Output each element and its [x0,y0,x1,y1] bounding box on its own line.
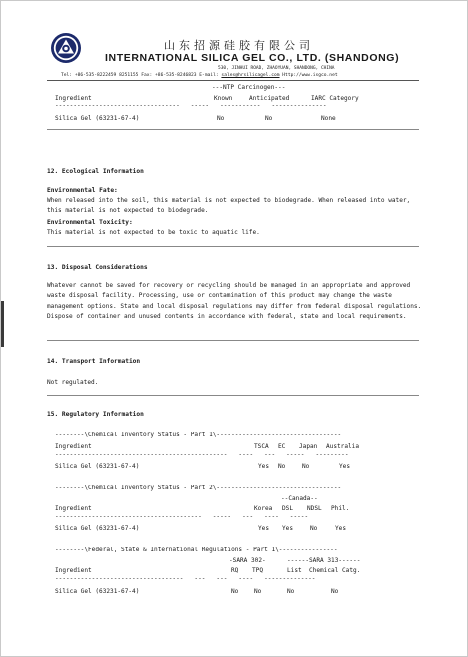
ntp-col-ingredient: Ingredient [55,95,92,102]
part3-sara302-group-header: -SARA 302- [229,557,266,564]
part1-col-australia: Australia [326,443,360,450]
environmental-toxicity-heading: Environmental Toxicity: [47,219,133,226]
ntp-group-header: ---NTP Carcinogen--- [212,84,286,91]
header-divider [47,80,419,81]
section-divider [47,395,419,396]
part2-col-korea: Korea [254,505,273,512]
ntp-row-anticipated: No [265,115,273,122]
part2-col-phil: Phil. [331,505,350,512]
section-divider [47,340,419,341]
part3-row-chemical-catg: No [331,588,339,595]
part1-row-ec: No [278,463,286,470]
part3-row-ingredient: Silica Gel (63231-67-4) [55,588,140,595]
part1-col-ingredient: Ingredient [55,443,92,450]
part2-row-phil: Yes [335,525,347,532]
part2-row-korea: Yes [258,525,270,532]
environmental-fate-heading: Environmental Fate: [47,187,118,194]
part3-header-underline: ----------------------------------- --- --- ---- -------------- [55,576,316,582]
part3-row-list: No [287,588,295,595]
environmental-fate-text: When released into the soil, this material is not expected to biodegrade. When released into water, this material is not expected to biodegrade. [47,197,411,215]
transport-text: Not regulated. [47,379,99,386]
part2-row-ndsl: No [310,525,318,532]
section-divider [47,246,419,247]
inventory-part1-caption: --------\Chemical Inventory Status - Part 1\---------------------------------- [55,432,342,438]
part3-col-chemical-catg: Chemical Catg. [309,567,361,574]
part1-row-australia: Yes [339,463,351,470]
section-divider [47,129,419,130]
part1-col-japan: Japan [299,443,318,450]
part1-row-japan: No [302,463,310,470]
part3-col-rq: RQ [231,567,239,574]
contact-line [61,73,338,78]
ntp-col-anticipated: Anticipated [249,95,290,102]
part2-row-dsl: Yes [282,525,294,532]
regulations-part1-caption: --------\Federal, State & International Regulations - Part 1\---------------- [55,547,338,553]
environmental-toxicity-text: This material is not expected to be toxic to aquatic life. [47,229,260,236]
ntp-row-iarc: None [321,115,336,122]
inventory-part2-caption: --------\Chemical Inventory Status - Part 2\---------------------------------- [55,485,342,491]
contact-website: Http://www.isgco.net [279,73,338,78]
part2-col-ingredient: Ingredient [55,505,92,512]
ntp-col-known: Known [214,95,233,102]
part1-header-underline: ----------------------------------------------- ---- --- ----- --------- [55,452,349,458]
contact-email-link[interactable]: sales@hrsilicagel.com [221,73,280,78]
part3-col-list: List [287,567,302,574]
part1-col-ec: EC [278,443,286,450]
part2-header-underline: ---------------------------------------- ----- --- ---- ----- [55,514,309,520]
company-address: 530, JINHUI ROAD, ZHAOYUAN, SHANDONG, CHINA [218,66,335,71]
contact-phone-fax: Tel: +86-535-8222459 8251155 Fax: +86-535-8246823 E-mail: [61,73,222,78]
part1-row-tsca: Yes [258,463,270,470]
part3-row-rq: No [231,588,239,595]
disposal-text: Whatever cannot be saved for recovery or recycling should be managed in an appropriate and approved waste disposal facility. Processing, use or contamination of this product may change the waste management options. State and local disposal regulations may differ from federal disposal regulations. Dispose of container and unused contents in accordance with federal, state and local requirements. [47,282,422,321]
section-15-title: 15. Regulatory Information [47,411,144,418]
ntp-row-ingredient: Silica Gel (63231-67-4) [55,115,140,122]
page-side-marker [1,301,4,347]
section-12-title: 12. Ecological Information [47,168,144,175]
part1-col-tsca: TSCA [254,443,269,450]
company-logo [50,32,82,64]
part1-row-ingredient: Silica Gel (63231-67-4) [55,463,140,470]
part2-col-dsl: DSL [282,505,294,512]
section-14-title: 14. Transport Information [47,358,141,365]
section-13-title: 13. Disposal Considerations [47,264,148,271]
ntp-header-underline: ---------------------------------- ----- ----------- --------------- [55,103,327,109]
ntp-col-iarc: IARC Category [311,95,359,102]
part3-col-ingredient: Ingredient [55,567,92,574]
company-name-english: INTERNATIONAL SILICA GEL CO., LTD. (SHANDONG) [105,52,400,64]
part3-sara313-group-header: ------SARA 313------ [287,557,361,564]
part2-canada-group-header: --Canada-- [281,495,318,502]
part3-col-tpq: TPQ [252,567,264,574]
part2-col-ndsl: NDSL [307,505,322,512]
part3-row-tpq: No [254,588,262,595]
company-name-chinese: 山东招源硅胶有限公司 [164,39,314,52]
ntp-row-known: No [217,115,225,122]
part2-row-ingredient: Silica Gel (63231-67-4) [55,525,140,532]
